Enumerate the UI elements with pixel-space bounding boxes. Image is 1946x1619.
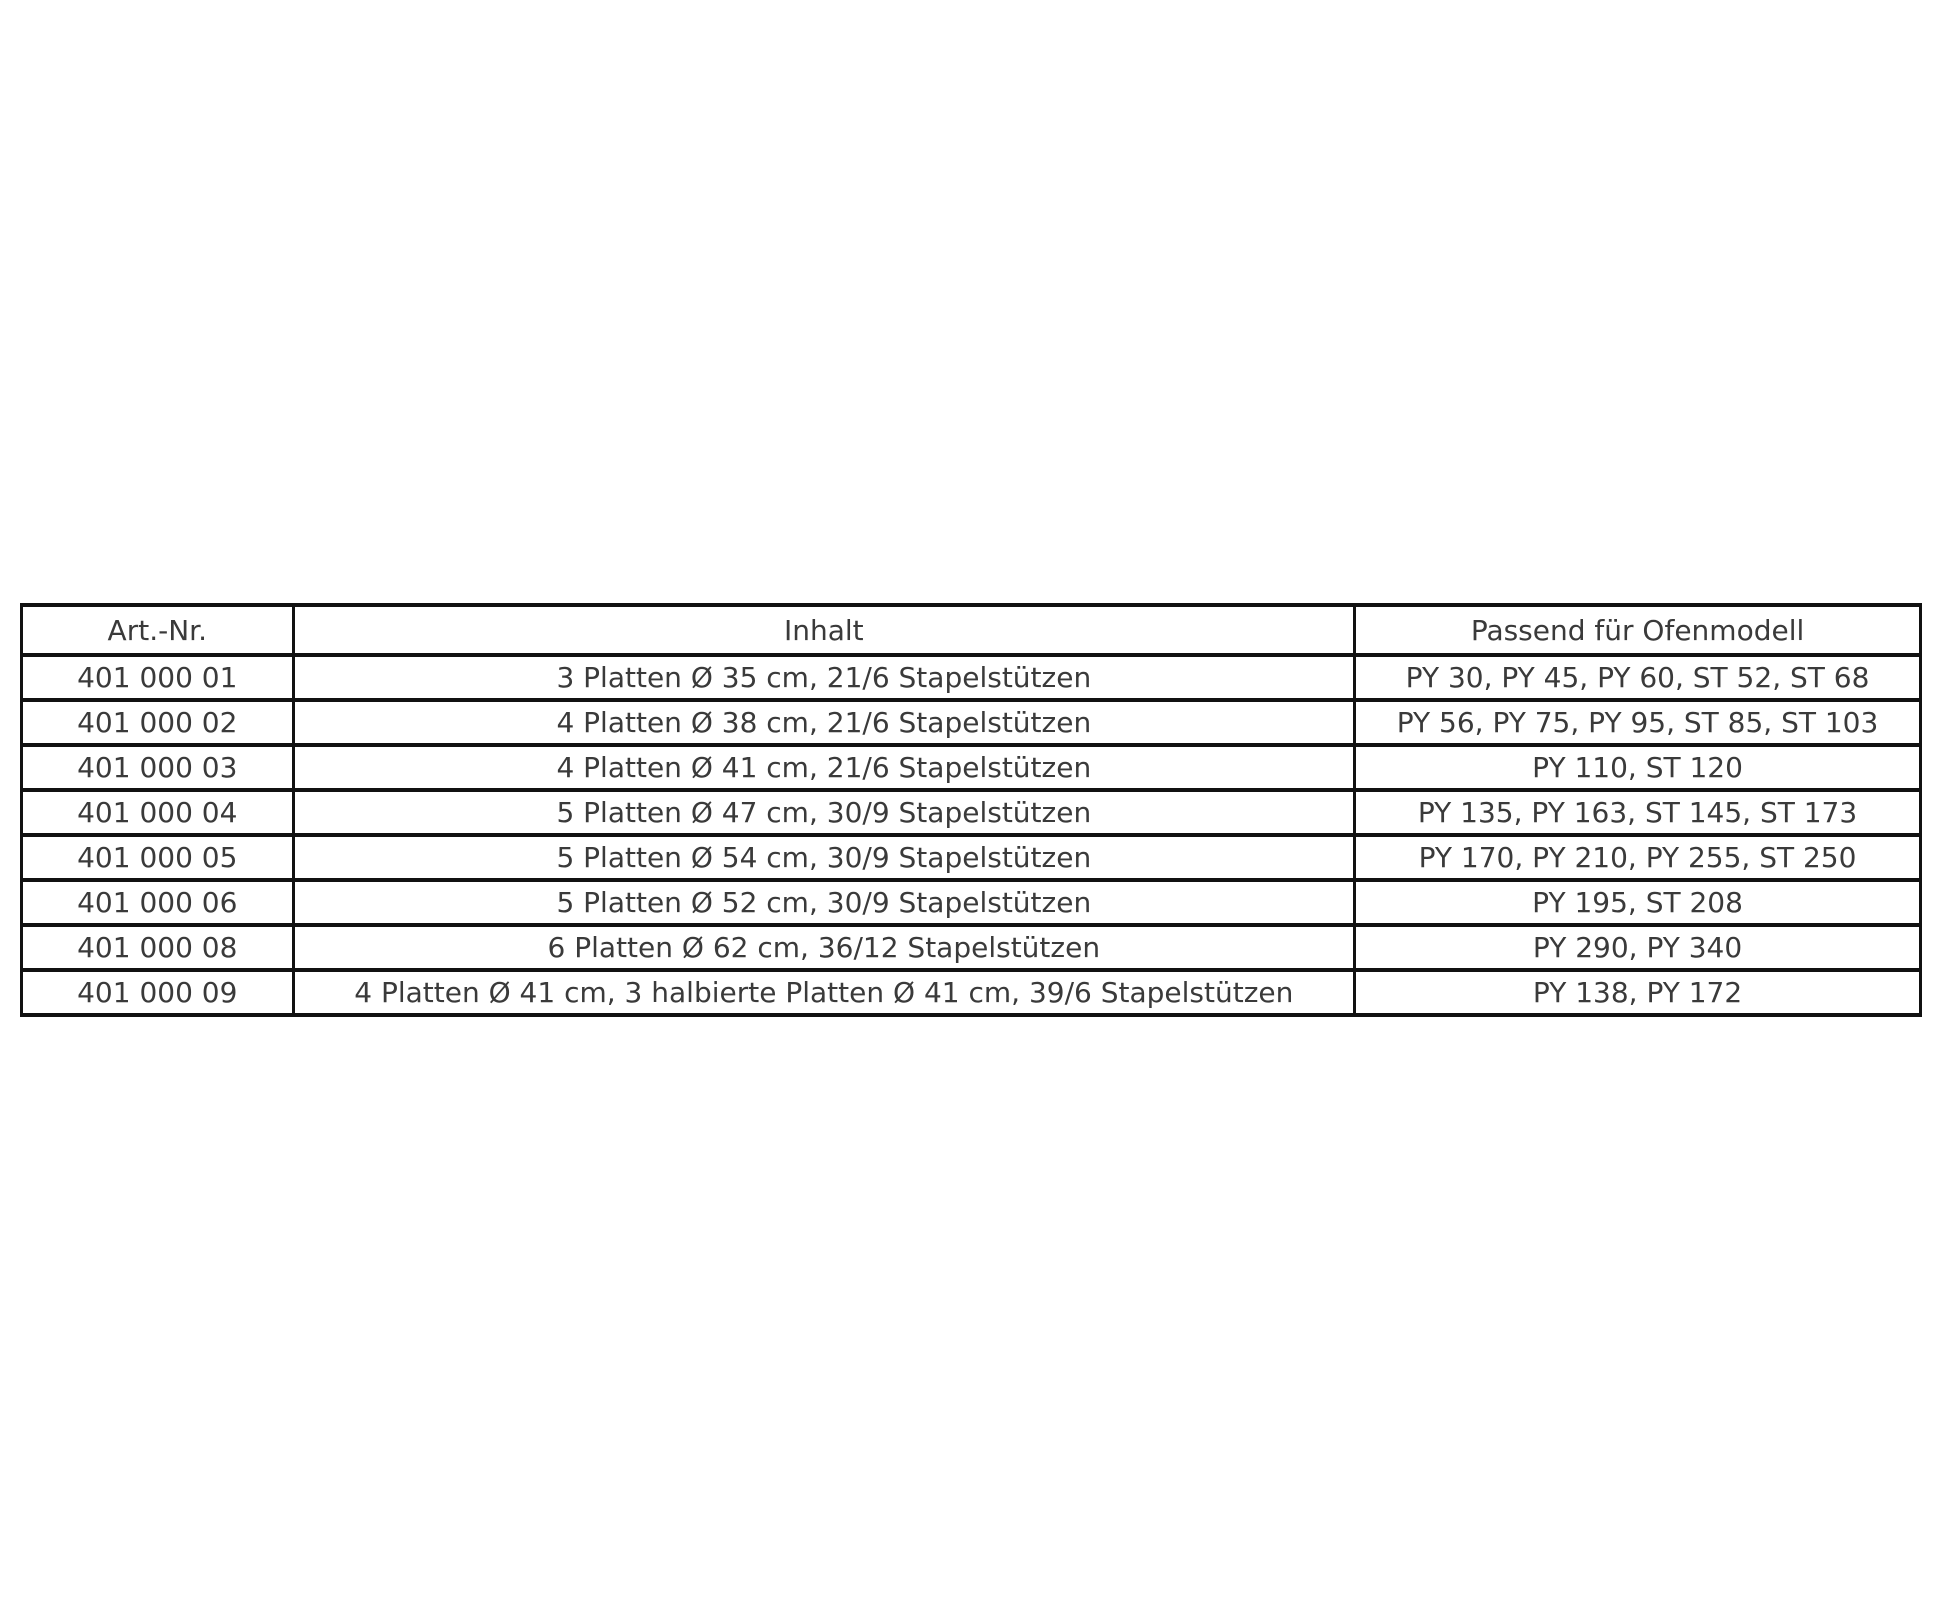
header-ofenmodell: Passend für Ofenmodell [1355,605,1921,655]
cell-art-nr: 401 000 05 [22,835,294,880]
table-row [22,835,1921,880]
cell-art-nr: 401 000 04 [22,790,294,835]
cell-art-nr: 401 000 01 [22,655,294,700]
cell-art-nr: 401 000 08 [22,925,294,970]
cell-ofenmodell: PY 135, PY 163, ST 145, ST 173 [1355,790,1921,835]
cell-inhalt: 6 Platten Ø 62 cm, 36/12 Stapelstützen [293,925,1355,970]
table-row [22,790,1921,835]
cell-inhalt: 5 Platten Ø 47 cm, 30/9 Stapelstützen [293,790,1355,835]
header-art-nr: Art.-Nr. [22,605,294,655]
cell-inhalt: 4 Platten Ø 41 cm, 21/6 Stapelstützen [293,745,1355,790]
product-table-container [20,603,1922,1017]
cell-art-nr: 401 000 09 [22,970,294,1015]
cell-art-nr: 401 000 02 [22,700,294,745]
table-row [22,970,1921,1015]
cell-inhalt: 4 Platten Ø 41 cm, 3 halbierte Platten Ø 41 cm, 39/6 Stapelstützen [293,970,1355,1015]
cell-inhalt: 4 Platten Ø 38 cm, 21/6 Stapelstützen [293,700,1355,745]
cell-ofenmodell: PY 170, PY 210, PY 255, ST 250 [1355,835,1921,880]
cell-ofenmodell: PY 138, PY 172 [1355,970,1921,1015]
table-row [22,925,1921,970]
table-row [22,655,1921,700]
cell-inhalt: 3 Platten Ø 35 cm, 21/6 Stapelstützen [293,655,1355,700]
header-inhalt: Inhalt [293,605,1355,655]
cell-ofenmodell: PY 110, ST 120 [1355,745,1921,790]
cell-ofenmodell: PY 30, PY 45, PY 60, ST 52, ST 68 [1355,655,1921,700]
table-row [22,745,1921,790]
cell-ofenmodell: PY 195, ST 208 [1355,880,1921,925]
table-header-row [22,605,1921,655]
cell-ofenmodell: PY 56, PY 75, PY 95, ST 85, ST 103 [1355,700,1921,745]
cell-art-nr: 401 000 03 [22,745,294,790]
table-row [22,880,1921,925]
cell-inhalt: 5 Platten Ø 54 cm, 30/9 Stapelstützen [293,835,1355,880]
product-table [20,603,1922,1017]
cell-art-nr: 401 000 06 [22,880,294,925]
cell-ofenmodell: PY 290, PY 340 [1355,925,1921,970]
table-row [22,700,1921,745]
cell-inhalt: 5 Platten Ø 52 cm, 30/9 Stapelstützen [293,880,1355,925]
